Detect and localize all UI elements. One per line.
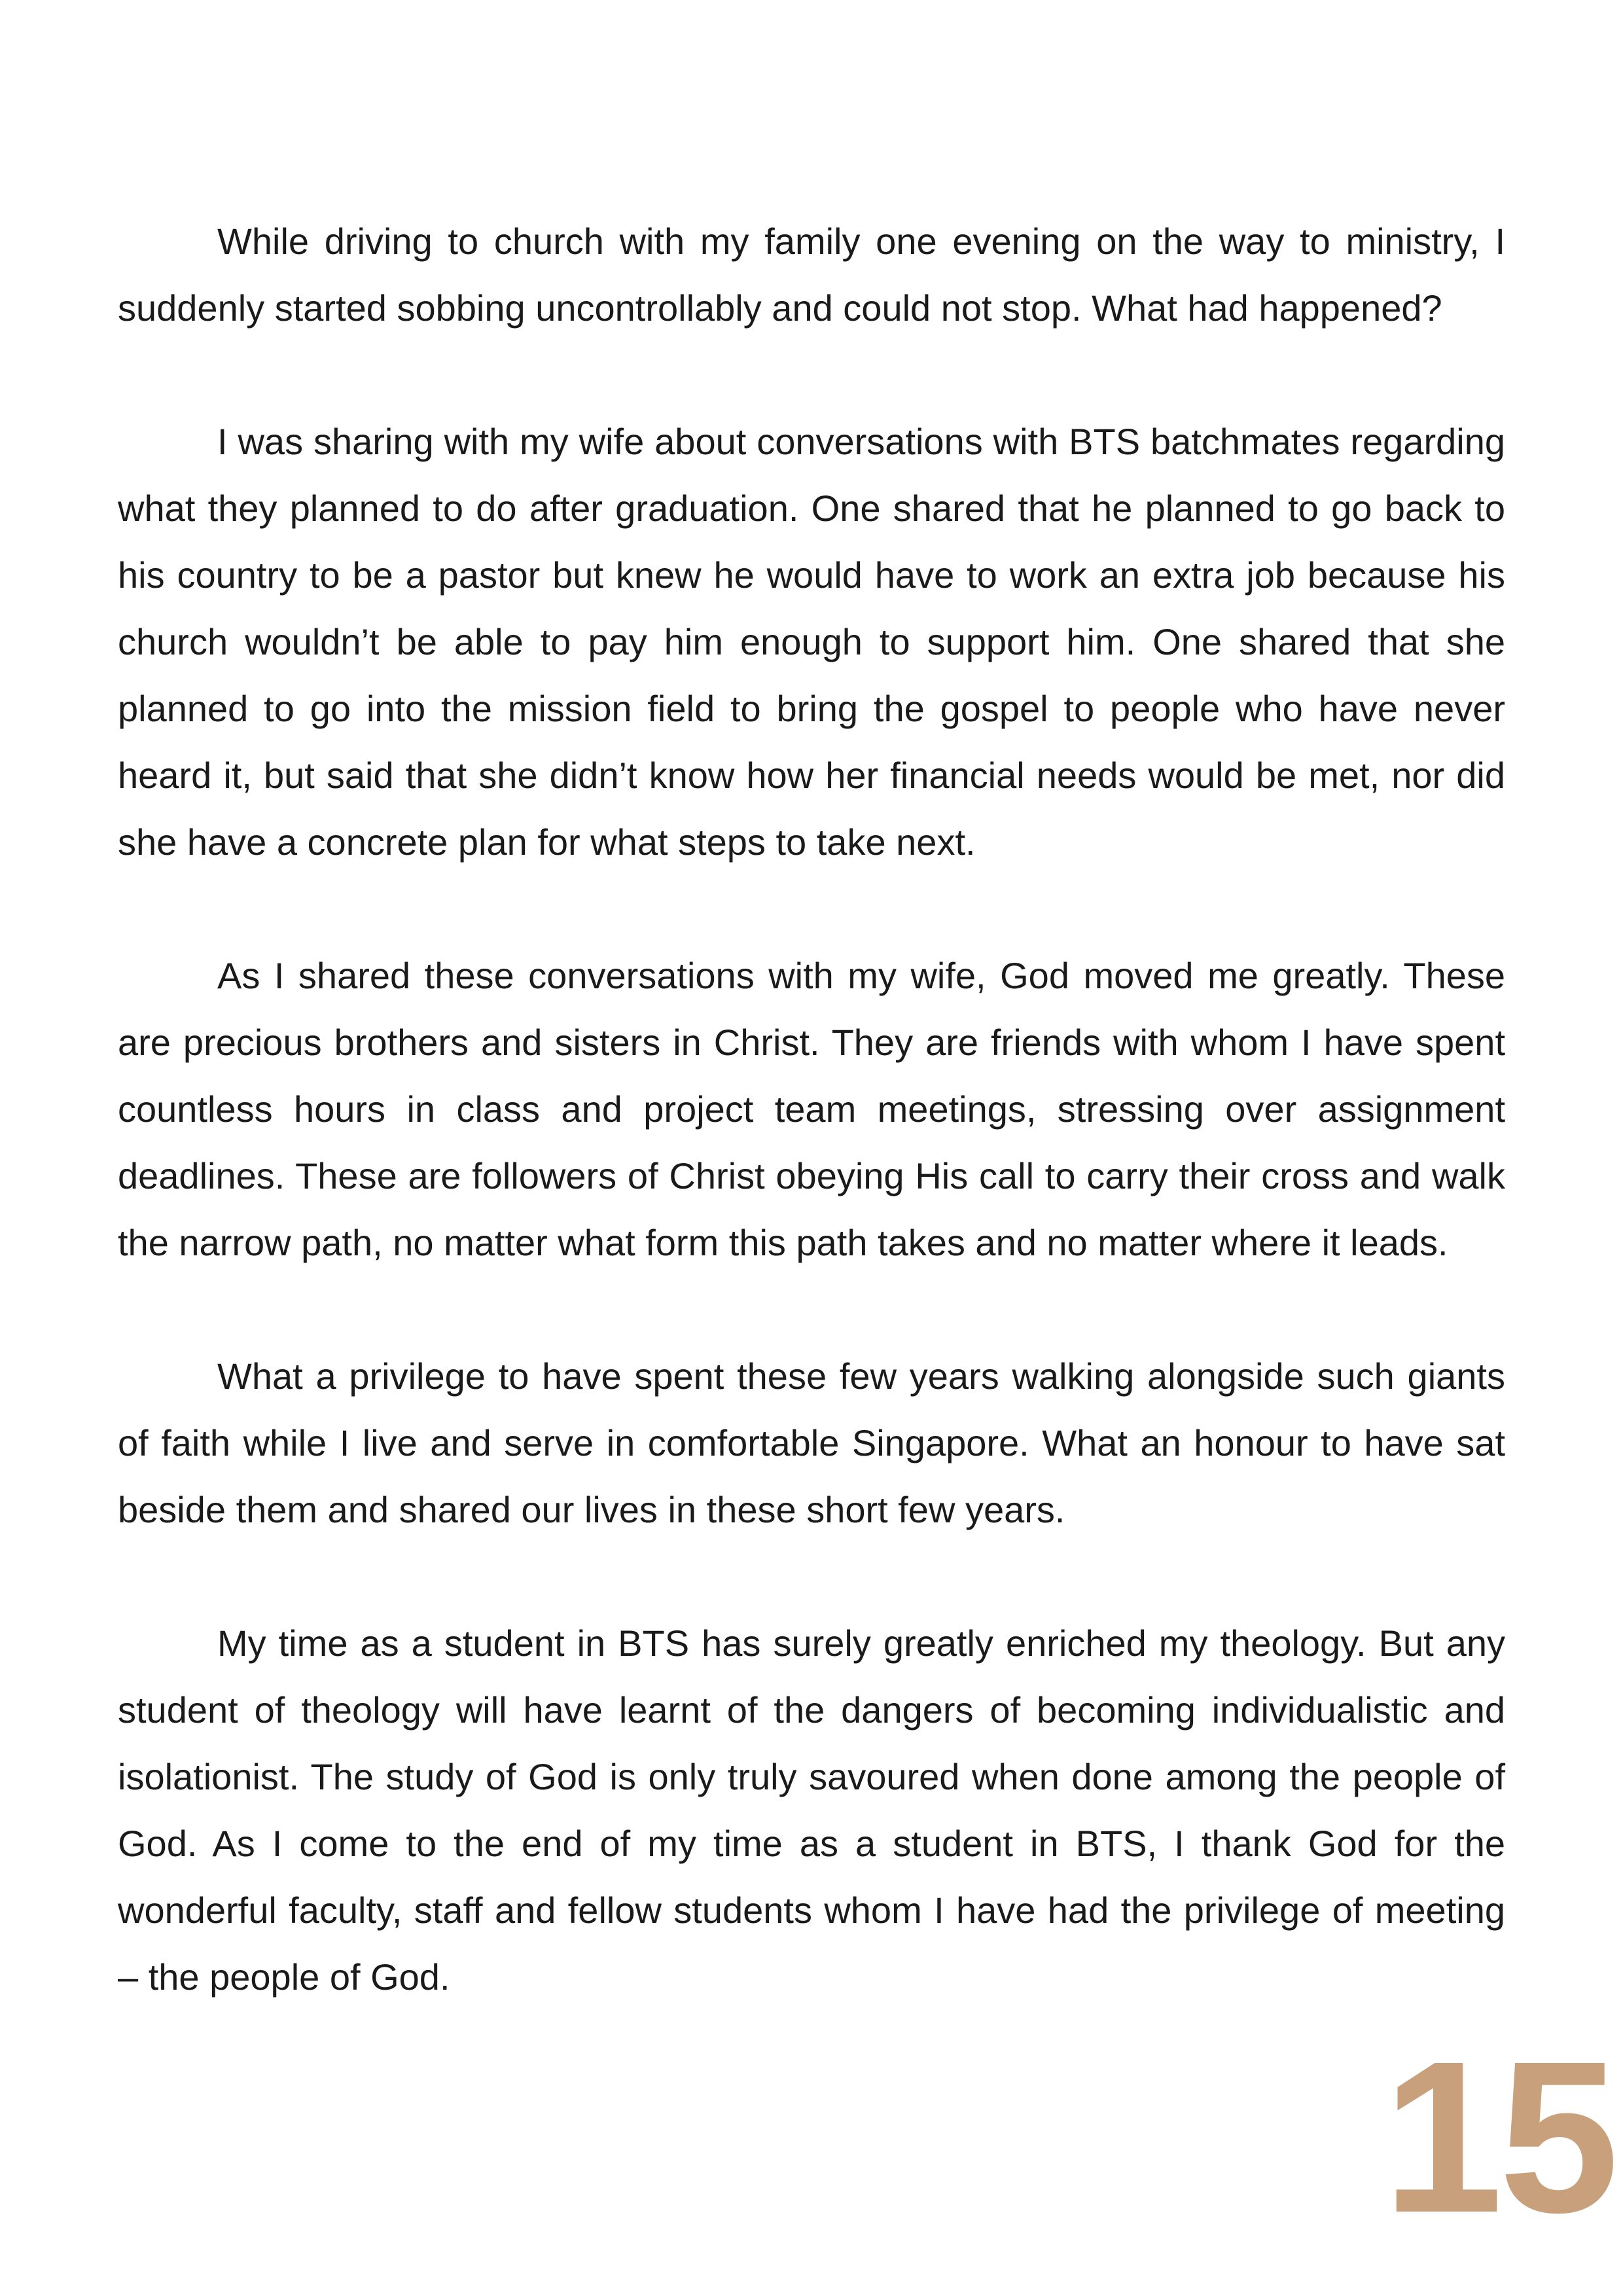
paragraph-3: As I shared these conversations with my wife, God moved me greatly. These are precious brothers and sisters in Christ. They are friends with whom I have spent countless hours in class and project team meetings, stressing over assignment deadlines. These are followers of Christ obeying His call to carry their cross and walk the narrow path, no matter what form this path takes and no matter where it leads. (118, 955, 1505, 1263)
paragraph-2: I was sharing with my wife about conversations with BTS batchmates regarding what they planned to do after graduation. One shared that he planned to go back to his country to be a pastor but knew he would have to work an extra job because his church wouldn’t be able to pay him enough to support him. One shared that she planned to go into the mission field to bring the gospel to people who have never heard it, but said that she didn’t know how her financial needs would be met, nor did she have a concrete plan for what steps to take next. (118, 421, 1505, 863)
paragraph-1: While driving to church with my family one evening on the way to ministry, I suddenly started sobbing uncontrollably and could not stop. What had happened? (118, 221, 1505, 329)
paragraph-4: What a privilege to have spent these few years walking alongside such giants of faith while I live and serve in comfortable Singapore. What an honour to have sat beside them and shared our lives in these short few years. (118, 1355, 1505, 1530)
paragraph-5: My time as a student in BTS has surely greatly enriched my theology. But any student of theology will have learnt of the dangers of becoming individualistic and isolationist. The study of God is only truly savoured when done among the people of God. As I come to the end of my time as a student in BTS, I thank God for the wonderful faculty, staff and fellow students whom I have had the privilege of meeting – the people of God. (118, 1623, 1505, 1998)
page-number: 15 (1382, 2016, 1615, 2257)
body-text (118, 208, 1505, 2011)
